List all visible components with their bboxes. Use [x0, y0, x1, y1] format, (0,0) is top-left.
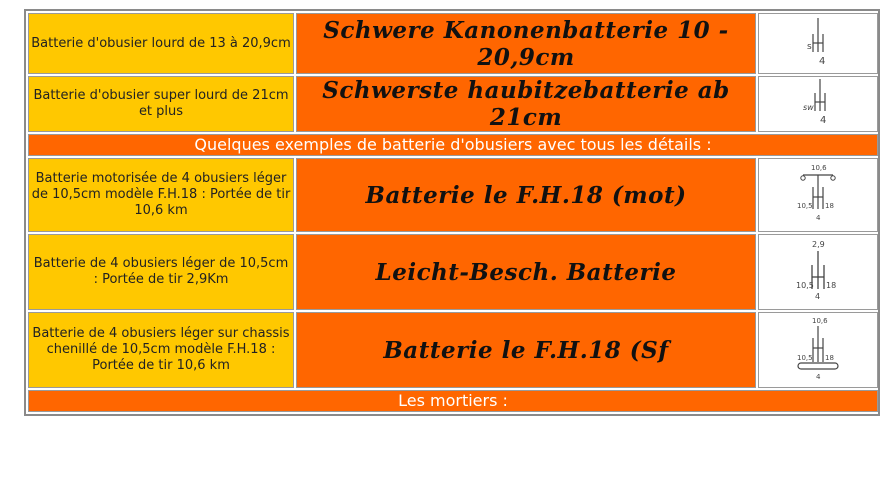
tactical-symbol-cell	[758, 234, 878, 310]
french-description: Batterie de 4 obusiers léger sur chassis chenillé de 10,5cm modèle F.H.18 : Portée de tir 10,6 km	[28, 312, 294, 388]
symbol-label: 10,5	[797, 354, 813, 362]
symbol-label: 18	[825, 202, 834, 210]
tactical-symbol-cell	[758, 76, 878, 132]
symbol-label: 4	[816, 214, 821, 222]
table-row	[28, 76, 878, 132]
symbol-label: 10,5	[796, 281, 814, 290]
symbol-label: 10,6	[812, 317, 828, 325]
french-description: Batterie d'obusier super lourd de 21cm et plus	[28, 76, 294, 132]
french-description: Batterie motorisée de 4 obusiers léger de 10,5cm modèle F.H.18 : Portée de tir 10,6 km	[28, 158, 294, 232]
symbol-label: 4	[820, 115, 827, 126]
tactical-symbol-cell	[758, 158, 878, 232]
symbol-label: 4	[816, 373, 821, 381]
section-header-examples: Quelques exemples de batterie d'obusiers avec tous les détails :	[28, 134, 878, 156]
french-description: Batterie de 4 obusiers léger de 10,5cm : Portée de tir 2,9Km	[28, 234, 294, 310]
tactical-symbol-cell	[758, 312, 878, 388]
symbol-label: sw	[803, 103, 814, 112]
section-header-mortars: Les mortiers :	[28, 390, 878, 412]
french-description: Batterie d'obusier lourd de 13 à 20,9cm	[28, 13, 294, 74]
table-row	[28, 312, 878, 388]
symbol-label: 10,5	[797, 202, 813, 210]
symbol-label: s	[807, 41, 812, 52]
table-row	[28, 158, 878, 232]
motorized-battery-symbol-icon	[795, 161, 841, 225]
light-battery-symbol-icon	[795, 237, 841, 303]
symbol-label: 18	[826, 281, 837, 290]
section-row	[28, 390, 878, 412]
german-designation: Batterie le F.H.18 (Sf	[296, 312, 756, 388]
tactical-symbol-cell	[758, 13, 878, 74]
heavy-battery-symbol-icon	[798, 16, 838, 68]
section-row	[28, 134, 878, 156]
german-designation: Batterie le F.H.18 (mot)	[296, 158, 756, 232]
german-designation: Schwere Kanonenbatterie 10 - 20,9cm	[296, 13, 756, 74]
table-row	[28, 234, 878, 310]
superheavy-battery-symbol-icon	[798, 77, 838, 127]
tracked-battery-symbol-icon	[793, 314, 843, 382]
symbol-label: 2,9	[812, 240, 825, 249]
symbol-label: 10,6	[811, 164, 827, 172]
german-designation: Leicht-Besch. Batterie	[296, 234, 756, 310]
symbol-label: 4	[819, 55, 826, 67]
table-row	[28, 13, 878, 74]
symbol-label: 18	[825, 354, 834, 362]
german-designation: Schwerste haubitzebatterie ab 21cm	[296, 76, 756, 132]
symbol-label: 4	[815, 292, 821, 301]
battery-table	[24, 9, 880, 416]
